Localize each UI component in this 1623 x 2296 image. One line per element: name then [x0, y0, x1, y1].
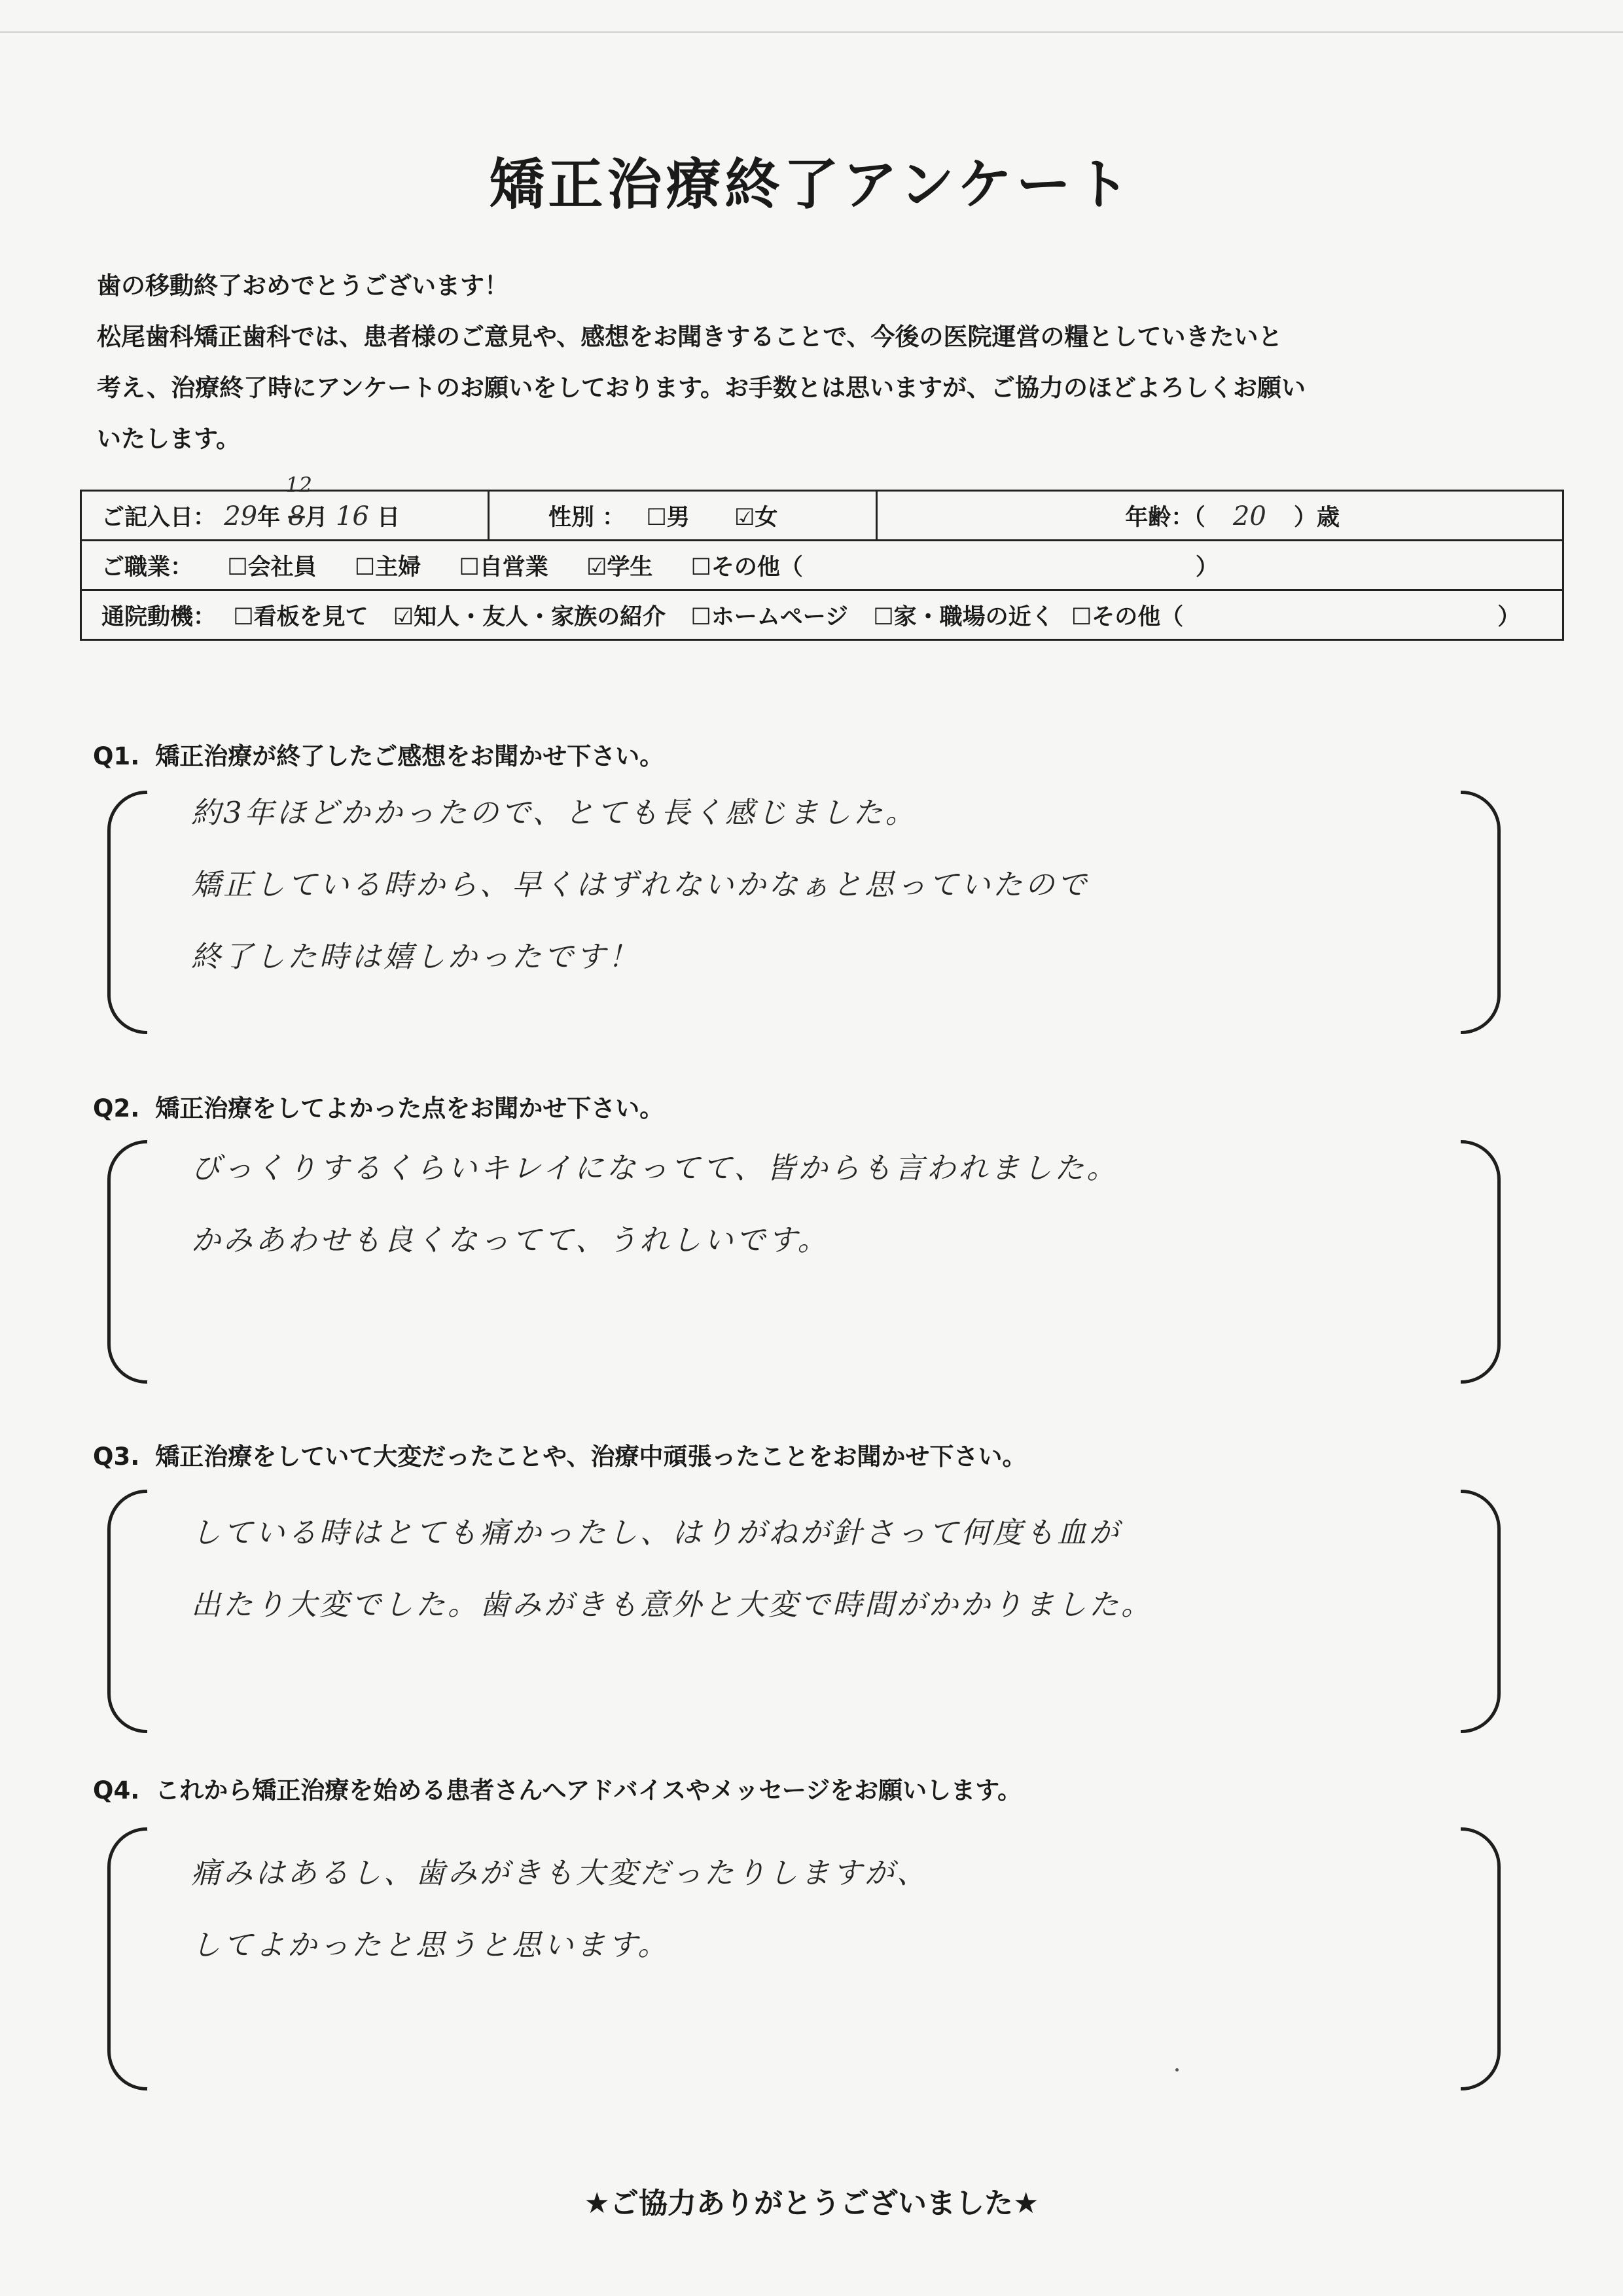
page-title: 矯正治療終了アンケート — [489, 152, 1134, 217]
intro-line: 考え、治療終了時にアンケートのお願いをしております。お手数とは思いますが、ご協力のほどよろしくお願い — [97, 374, 1306, 402]
age-value: 20 — [1232, 501, 1266, 531]
motive-option-homepage[interactable]: ☐ホームページ — [690, 603, 849, 630]
question-text: 矯正治療をしてよかった点をお聞かせ下さい。 — [155, 1094, 664, 1122]
answer-line: 矯正している時から、早くはずれないかなぁと思っていたので — [191, 867, 1090, 902]
gender-option-female[interactable]: ☑女 — [734, 504, 778, 531]
age-cell — [877, 491, 1563, 541]
intro-line: 松尾歯科矯正歯科では、患者様のご意見や、感想をお聞きすることで、今後の医院運営の糧としていきたいと — [97, 323, 1283, 351]
date-month-struck: 8 — [288, 501, 305, 531]
answer-4 — [191, 1849, 1421, 1993]
date-year-value: 29 — [224, 501, 258, 531]
gender-option-male[interactable]: ☐男 — [646, 504, 690, 531]
answer-bracket-right — [1461, 1140, 1501, 1384]
info-row-motive — [81, 590, 1563, 640]
year-unit: 年 — [257, 504, 281, 531]
answer-bracket-left — [107, 1827, 147, 2090]
answer-line: かみあわせも良くなってて、うれしいです。 — [191, 1223, 830, 1257]
motive-option-signboard[interactable]: ☐看板を見て — [233, 603, 368, 630]
intro-line: 歯の移動終了おめでとうございます！ — [97, 272, 508, 300]
occupation-option-other[interactable]: ☐その他（ — [690, 554, 803, 581]
respondent-info-table — [80, 472, 1564, 641]
occupation-option-employee[interactable]: ☐会社員 — [227, 554, 317, 581]
thank-you-footer: ★ご協力ありがとうございました★ — [584, 2187, 1039, 2220]
intro-line: いたします。 — [97, 425, 241, 453]
question-number: Q4. — [93, 1776, 140, 1804]
motive-option-nearby[interactable]: ☐家・職場の近く — [873, 603, 1054, 630]
motive-close-paren: ） — [1497, 603, 1521, 630]
date-cell — [81, 472, 489, 541]
motive-cell — [81, 590, 1563, 640]
answer-bracket-left — [107, 1140, 147, 1384]
answer-bracket-left — [107, 1490, 147, 1733]
age-label: 年齢：（ — [1125, 504, 1205, 531]
motive-option-other[interactable]: ☐その他（ — [1071, 603, 1184, 630]
answer-line: している時はとても痛かったし、はりがねが針さって何度も血が — [191, 1515, 1122, 1550]
info-row-date-gender-age — [81, 491, 1563, 541]
scan-speck — [1175, 2068, 1179, 2072]
answer-3 — [191, 1509, 1304, 1653]
question-number: Q3. — [93, 1443, 140, 1471]
occupation-cell — [81, 541, 1563, 590]
question-2 — [93, 1088, 664, 1124]
date-label: ご記入日： — [101, 504, 217, 531]
motive-option-referral[interactable]: ☑知人・友人・家族の紹介 — [393, 603, 666, 630]
question-number: Q1. — [93, 742, 140, 770]
gender-label: 性別 ： — [548, 504, 626, 531]
answer-bracket-right — [1461, 1490, 1501, 1733]
occupation-label: ご職業： — [101, 554, 194, 581]
question-1 — [93, 736, 664, 772]
age-suffix: ）歳 — [1293, 504, 1340, 531]
question-text: これから矯正治療を始める患者さんへアドバイスやメッセージをお願いします。 — [155, 1776, 1022, 1804]
question-number: Q2. — [93, 1094, 140, 1122]
intro-text — [97, 260, 1537, 465]
occupation-close-paren: ） — [1195, 554, 1219, 581]
answer-bracket-left — [107, 791, 147, 1034]
question-text: 矯正治療が終了したご感想をお聞かせ下さい。 — [155, 742, 664, 770]
occupation-option-homemaker[interactable]: ☐主婦 — [354, 554, 421, 581]
answer-line: 出たり大変でした。歯みがきも意外と大変で時間がかかりました。 — [191, 1587, 1154, 1622]
month-unit: 月 — [304, 504, 328, 531]
answer-bracket-right — [1461, 791, 1501, 1034]
day-unit: 日 — [377, 504, 401, 531]
info-row-occupation — [81, 541, 1563, 590]
date-day-value: 16 — [335, 501, 369, 531]
motive-label: 通院動機： — [101, 603, 217, 630]
question-text: 矯正治療をしていて大変だったことや、治療中頑張ったことをお聞かせ下さい。 — [155, 1443, 1027, 1471]
gender-cell — [489, 491, 877, 541]
answer-bracket-right — [1461, 1827, 1501, 2090]
date-month-group — [285, 472, 313, 531]
occupation-option-student[interactable]: ☑学生 — [586, 554, 653, 581]
answer-line: 約3年ほどかかったので、とても長く感じました。 — [191, 795, 918, 830]
scan-edge-line — [0, 31, 1623, 33]
answer-1 — [191, 789, 1421, 1005]
answer-line: してよかったと思うと思います。 — [191, 1928, 670, 1962]
answer-2 — [191, 1144, 1421, 1288]
occupation-option-self-employed[interactable]: ☐自営業 — [459, 554, 548, 581]
question-3 — [93, 1437, 1027, 1472]
date-month-value: 12 — [285, 472, 313, 497]
answer-line: 痛みはあるし、歯みがきも大変だったりしますが、 — [191, 1856, 929, 1890]
question-4 — [93, 1770, 1022, 1806]
answer-line: びっくりするくらいキレイになってて、皆からも言われました。 — [191, 1151, 1119, 1185]
answer-line: 終了した時は嬉しかったです！ — [191, 939, 641, 974]
